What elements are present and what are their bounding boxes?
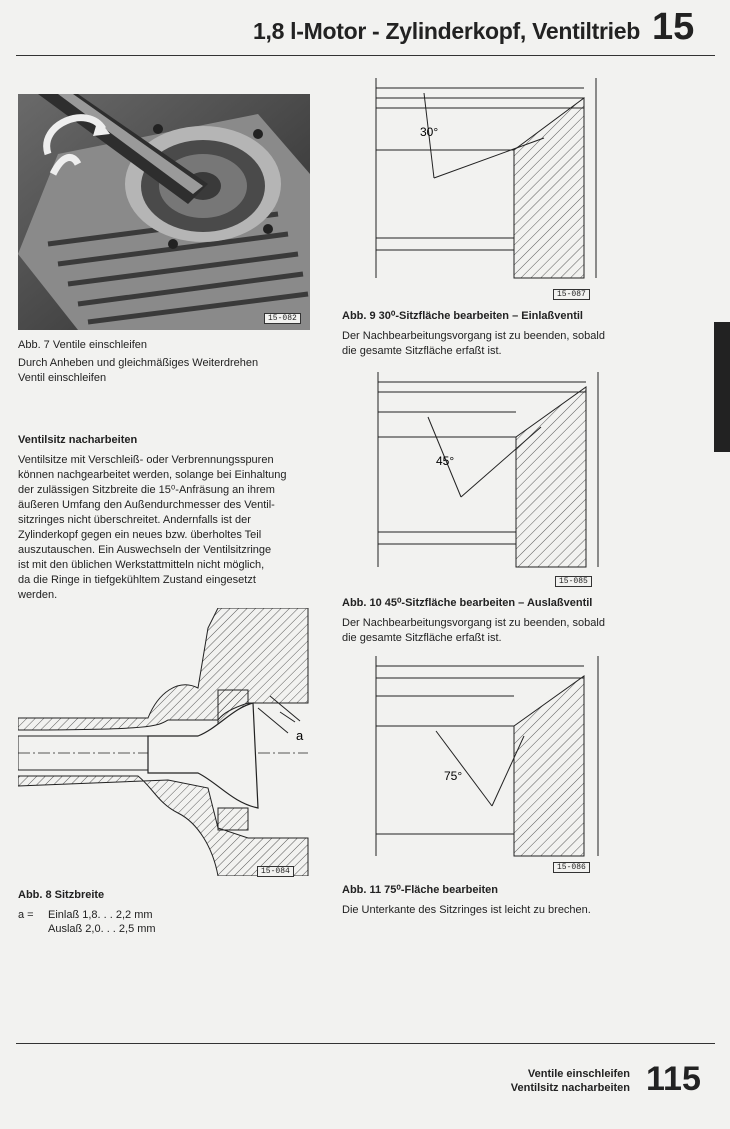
footer-line: Ventilsitz nacharbeiten — [510, 1082, 630, 1094]
paragraph-line: sitzringes nicht überschreitet. Andernfalls ist der — [18, 514, 251, 526]
figure-tag: 15-084 — [257, 866, 294, 877]
caption-abb11: Abb. 11 75⁰-Fläche bearbeiten — [342, 884, 499, 896]
abb7-text-line: Durch Anheben und gleichmäßiges Weiterdrehen — [18, 357, 259, 369]
spec-prefix: a = — [18, 909, 34, 921]
paragraph-line: Zylinderkopf gegen ein neues bzw. überholtes Teil — [18, 529, 262, 541]
photo-valve-lapping — [18, 94, 310, 330]
abb10-text-line: Der Nachbearbeitungsvorgang ist zu beenden, sobald — [342, 617, 605, 629]
paragraph-line: da die Ringe in tiefgekühltem Zustand eingesetzt — [18, 574, 256, 586]
paragraph-line: äußeren Umfang den Außendurchmesser des Ventil- — [18, 499, 275, 511]
caption-abb7: Abb. 7 Ventile einschleifen — [18, 339, 148, 351]
dimension-label-a: a — [296, 728, 304, 743]
section-paragraph — [18, 453, 318, 603]
figure-tag: 15-085 — [555, 576, 592, 587]
angle-label: 45° — [436, 454, 455, 468]
spec-inlet: Einlaß 1,8. . . 2,2 mm — [48, 909, 153, 921]
caption-abb8: Abb. 8 Sitzbreite — [18, 889, 105, 901]
paragraph-line: Ventilsitze mit Verschleiß- oder Verbrennungsspuren — [18, 454, 274, 466]
page-number: 115 — [646, 1060, 701, 1098]
footer-line: Ventile einschleifen — [527, 1068, 630, 1080]
footer-section-names — [420, 1067, 630, 1095]
fig11-75deg-drawing — [374, 656, 600, 858]
paragraph-line: auszutauschen. Ein Auswechseln der Ventilsitzringe — [18, 544, 272, 556]
angle-label: 30° — [420, 125, 439, 139]
abb9-text-line: Der Nachbearbeitungsvorgang ist zu beenden, sobald — [342, 330, 605, 342]
caption-abb10: Abb. 10 45⁰-Sitzfläche bearbeiten – Auslaßventil — [342, 597, 593, 609]
abb11-text: Die Unterkante des Sitzringes ist leicht zu brechen. — [342, 904, 591, 916]
abb9-text-line: die gesamte Sitzfläche erfaßt ist. — [342, 345, 502, 357]
paragraph-line: werden. — [18, 589, 58, 601]
footer-rule — [16, 1043, 715, 1044]
abb10-text-line: die gesamte Sitzfläche erfaßt ist. — [342, 632, 502, 644]
page-title: 1,8 l-Motor - Zylinderkopf, Ventiltrieb — [252, 18, 640, 44]
fig8-seat-width-drawing — [18, 608, 318, 876]
paragraph-line: können nachgearbeitet werden, solange bei Einhaltung — [18, 469, 287, 481]
header-rule — [16, 55, 715, 56]
figure-tag: 15-087 — [553, 289, 590, 300]
figure-tag: 15-082 — [264, 313, 301, 324]
fig10-45deg-drawing — [376, 372, 600, 572]
abb7-text-line: Ventil einschleifen — [18, 372, 107, 384]
angle-label: 75° — [444, 769, 463, 783]
fig9-30deg-drawing — [374, 78, 598, 288]
figure-tag: 15-086 — [553, 862, 590, 873]
caption-abb9: Abb. 9 30⁰-Sitzfläche bearbeiten – Einlaßventil — [342, 310, 583, 322]
chapter-tab-marker — [714, 322, 730, 452]
section-heading: Ventilsitz nacharbeiten — [18, 434, 138, 446]
spec-outlet: Auslaß 2,0. . . 2,5 mm — [48, 923, 156, 935]
paragraph-line: der zulässigen Sitzbreite die 15⁰-Anfräsung an ihrem — [18, 484, 275, 496]
chapter-number: 15 — [652, 6, 695, 48]
paragraph-line: ist mit den üblichen Werkstattmitteln nicht möglich, — [18, 559, 265, 571]
